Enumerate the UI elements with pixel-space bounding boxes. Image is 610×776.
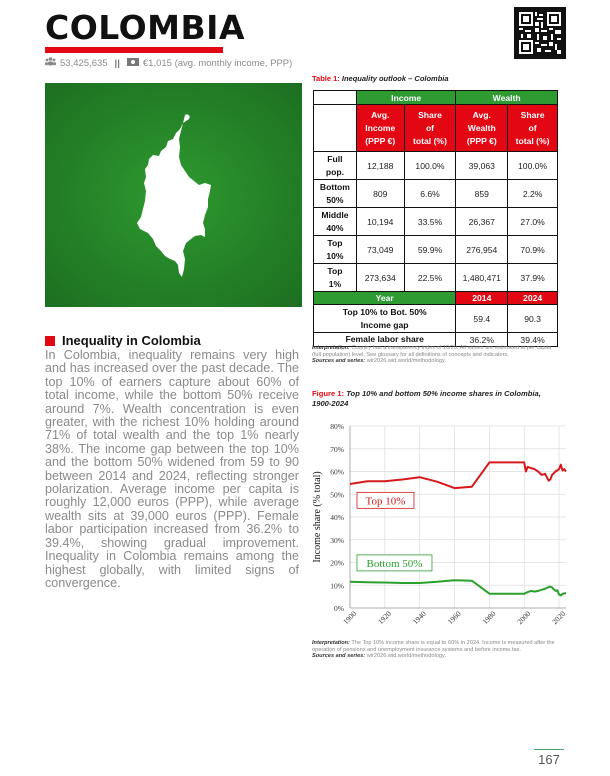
money-icon: [127, 58, 139, 69]
svg-text:2000: 2000: [515, 609, 533, 627]
svg-text:0%: 0%: [334, 604, 344, 613]
female-2014: 36.2%: [456, 333, 508, 347]
cell: 27.0%: [508, 208, 558, 236]
cell: 39,063: [456, 152, 508, 180]
row-label: Middle 40%: [314, 208, 357, 236]
section-heading: [45, 333, 201, 348]
figure-caption-title: Top 10% and bottom 50% income shares in Colombia, 1900-2024: [312, 389, 541, 408]
svg-text:50%: 50%: [330, 490, 344, 500]
figure-interpretation: Interpretation: The Top 10% income share is equal to 60% in 2024. Income is measured after the operation of pensions and unemployment insurance systems and before income tax. Sources and series: wir2026.wid.world/methodology.: [312, 640, 555, 660]
country-title: COLOMBIA: [45, 8, 245, 47]
svg-text:1920: 1920: [375, 609, 393, 627]
cell: 37.9%: [508, 264, 558, 292]
population-value: 53,425,635: [60, 57, 108, 69]
table-caption-label: Table 1:: [312, 74, 340, 83]
svg-text:80%: 80%: [330, 422, 344, 431]
year-label: Year: [314, 292, 456, 305]
country-meta: [45, 57, 292, 69]
svg-text:1940: 1940: [410, 609, 428, 627]
svg-text:Bottom 50%: Bottom 50%: [366, 557, 423, 570]
cell: 6.6%: [404, 180, 456, 208]
cell: 22.5%: [404, 264, 456, 292]
table-interpretation: Interpretation: Country has a transparency index of 10/20. All values are estimated at per capita (full population) level. See glossary for all definitions of concepts and indicators. Sources and series: wir2026.wid.world/methodology.: [312, 345, 552, 365]
separator: ||: [114, 57, 120, 69]
female-2024: 39.4%: [508, 333, 558, 347]
female-label: Female labor share: [314, 333, 456, 347]
cell: 276,954: [456, 236, 508, 264]
svg-text:20%: 20%: [330, 558, 344, 568]
table-row: [314, 236, 558, 264]
cell: 859: [456, 180, 508, 208]
table-corner: [314, 91, 357, 105]
svg-text:10%: 10%: [330, 581, 344, 591]
gap-2024: 90.3: [508, 305, 558, 333]
section-body: In Colombia, inequality remains very high and has increased over the past decade. The top 10% of earners capture about 60% of total income, while the bottom 50% receive around 7%. Wealth concentration is even greater, with the richest 10% holding around 71% of total wealth and the top 1% nearly 38%. The income gap between the top 10% and the bottom 50% widened from 59 to 90 between 2014 and 2024, reflecting stronger polarization. Average income per capita is roughly 12,000 euros (PPP), while average wealth sits at 39,000 euros (PPP). Female labor participation increased from 36.2% to 39.4%, showing gradual improvement. Inequality in Colombia remains among the highest globally, with limited signs of convergence.: [45, 348, 299, 590]
cell: 10,194: [356, 208, 404, 236]
svg-text:Top 10%: Top 10%: [365, 495, 406, 508]
table-row: [314, 152, 558, 180]
table-corner-2: [314, 105, 357, 152]
cell: 273,634: [356, 264, 404, 292]
row-label: Bottom 50%: [314, 180, 357, 208]
svg-text:60%: 60%: [330, 467, 344, 477]
cell: 73,049: [356, 236, 404, 264]
cell: 12,188: [356, 152, 404, 180]
gap-2014: 59.4: [456, 305, 508, 333]
income-value: €1,015 (avg. monthly income, PPP): [142, 57, 293, 69]
svg-text:Income share (% total): Income share (% total): [312, 471, 323, 563]
title-underline: [45, 47, 223, 53]
svg-text:2020: 2020: [550, 609, 568, 627]
col-header: Avg. Income (PPP €): [356, 105, 404, 152]
cell: 100.0%: [508, 152, 558, 180]
section-title: Inequality in Colombia: [62, 333, 201, 348]
table-row: [314, 208, 558, 236]
cell: 70.9%: [508, 236, 558, 264]
svg-text:40%: 40%: [330, 513, 344, 522]
row-label: Full pop.: [314, 152, 357, 180]
colombia-map: [45, 83, 302, 307]
figure-caption: [312, 389, 562, 409]
year-2014: 2014: [456, 292, 508, 305]
cell: 809: [356, 180, 404, 208]
gap-row: [314, 305, 558, 333]
year-row: [314, 292, 558, 305]
inequality-table: [313, 90, 558, 347]
table-row: [314, 180, 558, 208]
country-silhouette: [137, 114, 211, 277]
cell: 2.2%: [508, 180, 558, 208]
row-label: Top 10%: [314, 236, 357, 264]
cell: 33.5%: [404, 208, 456, 236]
table-caption: [312, 74, 449, 83]
qr-code-icon[interactable]: [514, 7, 566, 59]
svg-text:1900: 1900: [341, 609, 359, 627]
red-square-bullet: [45, 336, 55, 346]
page-number: 167: [534, 749, 564, 767]
gap-label: Top 10% to Bot. 50% Income gap: [314, 305, 456, 333]
table-caption-title: Inequality outlook – Colombia: [341, 74, 449, 83]
figure-caption-label: Figure 1:: [312, 389, 345, 398]
cell: 59.9%: [404, 236, 456, 264]
col-header: Avg. Wealth (PPP €): [456, 105, 508, 152]
income-share-chart: [308, 416, 568, 641]
svg-text:1960: 1960: [445, 609, 463, 627]
row-label: Top 1%: [314, 264, 357, 292]
cell: 100.0%: [404, 152, 456, 180]
people-icon: [45, 57, 56, 69]
group-header-income: Income: [356, 91, 456, 105]
svg-text:70%: 70%: [330, 444, 344, 454]
cell: 1,480,471: [456, 264, 508, 292]
table-row: [314, 264, 558, 292]
svg-text:30%: 30%: [330, 535, 344, 545]
col-header: Share of total (%): [404, 105, 456, 152]
svg-text:1980: 1980: [480, 609, 498, 627]
cell: 26,367: [456, 208, 508, 236]
group-header-wealth: Wealth: [456, 91, 558, 105]
col-header: Share of total (%): [508, 105, 558, 152]
year-2024: 2024: [508, 292, 558, 305]
